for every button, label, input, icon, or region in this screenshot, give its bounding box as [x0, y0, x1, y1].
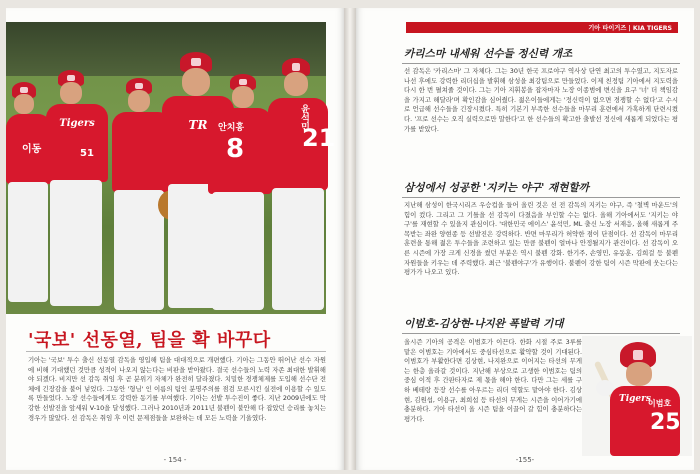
photo-name-1: 이동 [22, 144, 42, 155]
left-page-number: - 154 - [163, 456, 187, 464]
photo-name-2: 안치홍 [218, 123, 245, 133]
photo-number-1: 51 [80, 148, 94, 159]
left-page-body: 기아는 '국보' 투수 출신 선동열 감독을 영입해 팀을 대대적으로 개편했다. 기아는 그동안 뛰어난 선수 자원에 비해 기대했던 것만큼 성적이 나오지 않는다는 비판을 받아왔다. 결국 선수들의 노력 자존 최대한 발휘해야 되겠다. 비지만 선 감독 취임 후 곧 분위기 자체가 완전히 달라졌다. 치밀한 경쟁체제를 도입해 선수단 전체에 긴장감을 불어 넣었다. 그동안 '형님' 인 이름의 팀인 분명주의를 점검 모른시킨 실전에 이용할 수 있도록 만들었다. 노장 선수들에게도 강력한 동기를 부여했다. 기아는 선발 투수진이 좋다. 지난 2009년에도 막강한 선발진을 앞세워 V-10을 달성했다. 그러나 2010년과 2011년 불펜이 불안해 다 잡았던 승리를 놓치는 경우가 많았다. 선 감독은 취임 후 이런 문제점들을 보완하는 데 모든 노력을 기울였다. [28, 356, 326, 422]
right-page [356, 8, 694, 470]
section-divider-2 [402, 197, 680, 198]
section-divider-1 [402, 63, 680, 64]
photo-player-4: TR [158, 52, 238, 314]
running-header-text: 기아 타이거즈 | KIA TIGERS [588, 25, 672, 32]
photo-player-5 [204, 74, 276, 314]
left-title-divider [26, 351, 326, 352]
photo-number-3: 21 [302, 124, 336, 152]
batter-photo [582, 336, 692, 456]
section-title-3: 이범호-김상현-나지완 폭발력 기대 [404, 318, 564, 330]
section-title-1: 카리스마 내세워 선수들 정신력 개조 [404, 48, 573, 60]
section-body-3: 올시즌 기아의 공격은 이범호가 이끈다. 한화 시절 주로 3루를 맡은 이범호는 기아에서도 중심타선으로 활약할 것이 기대된다. 이범호가 부활한다면 김상현, 나지완으로 이어지는 타선의 무게는 한층 올라갈 것이다. 지난해 부상으로 고생한 이범호는 팀의 중심 이적 후 간판타자로 제 몫을 해야 한다. 다만 그는 세를 구하 베테랑 등장 선수를 아우르는 리더 역할도 맡아야 한다. 김상현, 김원섭, 이용규, 최희섭 등 타선의 무게는 시즌을 이어가기에 충분하다. 기아 타선이 올 시즌 팀을 이끌어 갈 힘이 충분하다는 평가다. [404, 338, 582, 423]
right-page-number: -155- [515, 456, 535, 464]
photo-player-2 [46, 70, 116, 312]
section-title-2: 삼성에서 성공한 '지키는 야구' 재현할까 [404, 182, 589, 194]
section-divider-3 [402, 333, 680, 334]
photo-player-6 [268, 58, 336, 314]
photo-name-3: 윤석민 [299, 104, 309, 131]
book-gutter [344, 8, 356, 470]
left-page [6, 8, 344, 470]
batter-number: 25 [650, 410, 681, 435]
left-page-title: '국보' 선동열, 팀을 확 바꾸다 [28, 330, 271, 351]
photo-number-2: 8 [226, 134, 245, 164]
team-celebration-photo [6, 22, 336, 314]
photo-wordmark: Tigers [59, 118, 95, 129]
section-body-1: 선 감독은 '카리스마' 그 자체다. 그는 30년 한국 프로야구 역사상 단연 최고의 투수였고, 지도자로 나선 후에도 강력한 리더십을 발휘해 삼성을 최강팀으로 만들었다. 이제 친정팀 기아에서 지도력을 다시 한 번 펼쳐줄 것이다. 그는 기아 지휘봉을 잡자마자 노장 이종범에 변신을 요구 '너' 더 책임감을 가지고 해달라'며 확인감을 심어줬다. 젊은이들에게는 '정신력이 없으면 경쟁할 수 없다'고 수시로 언급해 선수들을 긴장시켰다. 특히 기본기 부족한 선수들을 마무리 훈련에서 가혹하게 단련시켰다. '프로 선수는 오직 실력으로만 말한다'고 한 선수들의 확고한 출발선 정신에 새롭게 되었다는 평가를 받았다. [404, 67, 678, 133]
batter-name: 이범호 [648, 399, 672, 408]
section-body-2: 지난해 삼성이 한국시리즈 우승컵을 들어 올린 것은 선 전 감독의 지키는 야구, 즉 '철벽 마운드'의 힘이 컸다. 그리고 그 기틀을 선 감독이 다졌음을 부인할 수는 없다. 올해 기아에서도 '지키는 야구'를 재현할 수 있을지 관심이다. '대한민국 에이스' 윤석민, ML 출신 노장 서재응, 올해 새롭게 주목받는 좌완 양현종 등 선발진은 강력하다. 반면 마무리가 허약한 점이 단점이다. 선 감독이 마무리 훈련을 통해 젊은 투수들을 조련하고 있는 만큼 불펜이 얼마나 안정될지가 관건이다. 선 감독이 오른 시즌에 가장 크게 신경을 썼던 부분은 역시 불펜 강화. 한기주, 손영민, 유동훈, 김희걸 등 불펜 자원들을 키우는 데 주력했다. 최근 '불펜야구'가 유행이다. 불펜이 강한 팀이 시즌 막판에 웃는다는 평가가 나오고 있다. [404, 201, 678, 277]
batter-wordmark: Tigers [619, 394, 651, 404]
running-header [406, 22, 678, 33]
